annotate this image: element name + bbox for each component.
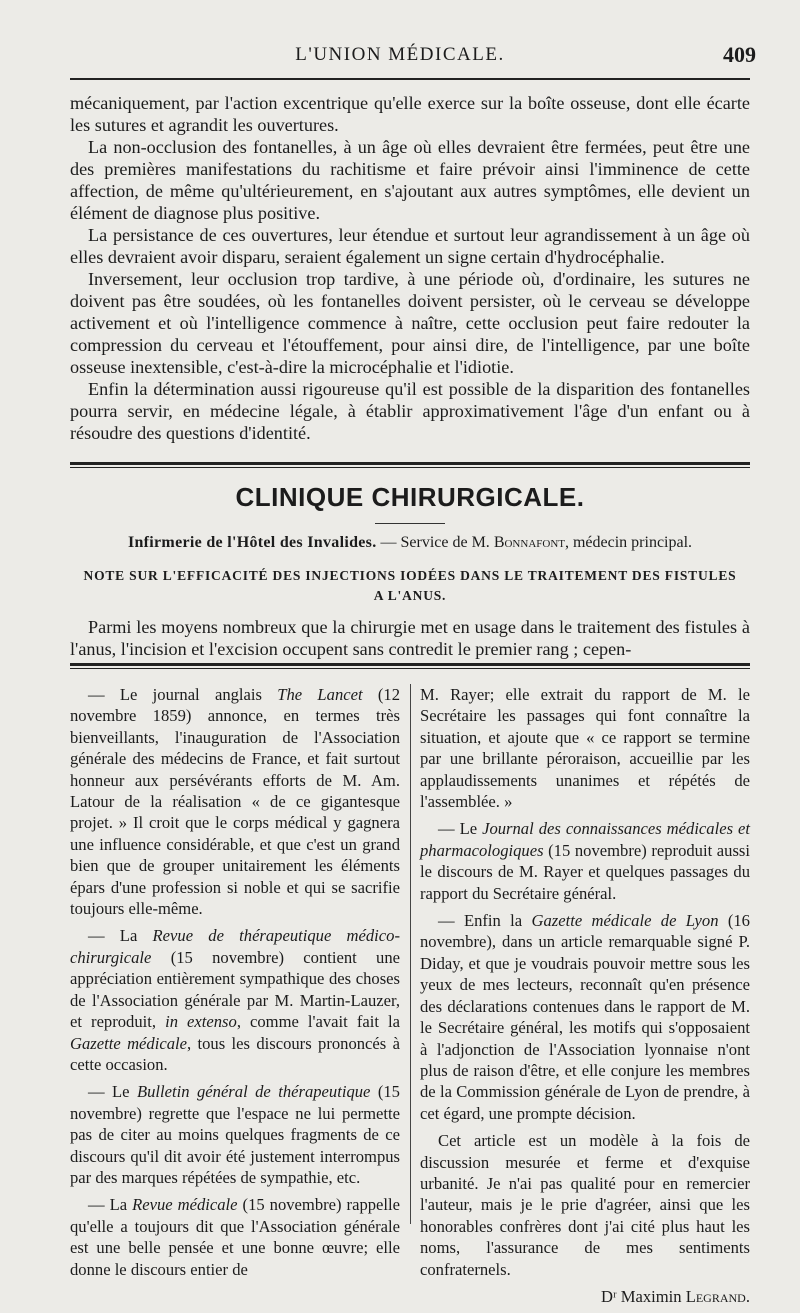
intro-paragraph: Enfin la détermination aussi rigoureuse qu'il est possible de la disparition des fontanelles pourra servir, en médecine légale, à établir approximativement l'âge d'un enfant ou à résoudre des questions d'identité. xyxy=(70,379,750,443)
section-title: CLINIQUE CHIRURGICALE. xyxy=(235,482,585,512)
institution-name: Infirmerie de l'Hôtel des Invalides. xyxy=(127,534,377,551)
news-paragraph xyxy=(420,818,750,904)
text-run: (15 novembre) reproduit aussi le discours de M. Rayer et quelques passages du rapport du Secrétaire général. xyxy=(420,840,750,903)
signature xyxy=(420,1286,750,1307)
news-paragraph xyxy=(70,1081,400,1188)
article-opening xyxy=(70,616,750,660)
text-run: (15 novembre) regrette que l'espace ne lui permette pas de citer au moins quelques fragments de ce discours qu'il dit avoir été justement interrompus par des marques répétées de sympathie, etc. xyxy=(70,1082,400,1187)
title-underline xyxy=(375,523,445,524)
note-title xyxy=(70,566,750,606)
journal-name: Revue de thérapeutique médico-chirurgicale xyxy=(70,926,400,967)
text-run: — Enfin la xyxy=(438,911,532,931)
service-line xyxy=(70,534,750,552)
section-divider xyxy=(70,462,750,468)
column-divider xyxy=(410,684,411,1224)
intro-paragraph: La persistance de ces ouvertures, leur étendue et surtout leur agrandissement à un âge où elles devraient avoir disparu, seraient également un signe certain d'hydrocéphalie. xyxy=(70,225,750,267)
intro-text xyxy=(70,92,750,444)
intro-paragraph: Inversement, leur occlusion trop tardive, à une période où, d'ordinaire, les sutures ne doivent pas être soudées, où les fontanelles doivent persister, où le cerveau se développe activement et où l'intelligence commence à naître, cette occlusion peut faire redouter la compression du cerveau et l'étouffement, pour ainsi dire, de l'intelligence, par une boîte osseuse inextensible, c'est-à-dire la microcéphalie et l'idiotie. xyxy=(70,269,750,377)
news-paragraph: Cet article est un modèle à la fois de discussion mesurée et ferme et d'exquise urbanité. Je n'ai pas qualité pour en remercier l'auteur, mais je le prie d'agréer, ainsi que les honorables confrères dont j'ai cité plus haut les noms, l'assurance de mes sentiments confraternels. xyxy=(420,1131,750,1279)
text-run: (12 novembre 1859) annonce, en termes très bienveillants, l'inauguration de l'Association générale des médecins de France, et fait surtout honneur aux persévérants efforts de M. Am. Latour de la réalisation « de ce gigantesque projet. » Il croit que le corps médical y gagnera une influence considérable, et que c'est un grand bien que de grouper unitairement les éléments épars d'une profession si noble et qui se sacrifie toujours elle-même. xyxy=(70,685,400,919)
journal-name: The Lancet xyxy=(277,685,363,704)
journal-name: Gazette médicale xyxy=(70,1033,187,1053)
journal-name: Revue médicale xyxy=(132,1195,238,1215)
right-column xyxy=(420,684,750,1313)
news-paragraph xyxy=(70,1194,400,1280)
journal-name: Journal des connaissances médicales et pharmacologiques xyxy=(420,819,750,860)
feuilleton-divider xyxy=(70,663,750,669)
article-paragraph: Parmi les moyens nombreux que la chirurgie met en usage dans le traitement des fistules à l'anus, l'incision et l'excision occupent sans contredit le premier rang ; cepen- xyxy=(70,617,750,659)
header-rule xyxy=(70,78,750,80)
doctor-name: Bonnafont xyxy=(493,534,565,551)
left-column xyxy=(70,684,400,1286)
news-paragraph xyxy=(70,684,400,919)
text-run: — La xyxy=(88,1195,133,1215)
page-number: 409 xyxy=(723,42,756,67)
service-suffix: , médecin principal. xyxy=(564,534,693,551)
note-title-line: A L'ANUS. xyxy=(373,588,447,603)
news-paragraph xyxy=(70,925,400,1075)
text-run: , tous les discours prononcés à cette occasion. xyxy=(70,1033,400,1074)
text-run: — Le xyxy=(88,1082,137,1102)
journal-name: Bulletin général de thérapeutique xyxy=(137,1082,371,1102)
news-paragraph: M. Rayer; elle extrait du rapport de M. le Secrétaire les passages qui font connaître la situation, et ajoute que « ce rapport se termine par une brillante péroraison, accueillie par les applaudissements unanimes et répétés de l'assemblée. » xyxy=(420,685,750,812)
service-prefix: — Service de M. xyxy=(376,534,494,551)
note-title-line: NOTE SUR L'EFFICACITÉ DES INJECTIONS IODÉES DANS LE TRAITEMENT DES FISTULES xyxy=(83,568,737,583)
signature-prefix: Dʳ Maximin xyxy=(600,1286,686,1306)
text-run: (15 novembre) contient une appréciation entièrement sympathique des choses de l'Association générale par M. Martin-Lauzer, et reproduit, xyxy=(70,947,400,1032)
journal-name: Gazette médicale de Lyon xyxy=(531,911,719,931)
running-header xyxy=(0,42,800,72)
signature-name: Legrand. xyxy=(685,1286,750,1306)
intro-paragraph: mécaniquement, par l'action excentrique qu'elle exerce sur la boîte osseuse, dont elle écarte les sutures et agrandit les ouvertures. xyxy=(70,93,750,135)
intro-paragraph: La non-occlusion des fontanelles, à un âge où elles devraient être fermées, peut être une des premières manifestations du rachitisme et faire prévoir ainsi l'imminence de cette affection, de même qu'ultérieurement, en s'ajoutant aux autres symptômes, elle devient un élément de diagnose plus positive. xyxy=(70,137,750,223)
text-run: (15 novembre) rappelle qu'elle a toujours dit que l'Association générale est une belle pensée et une bonne œuvre; elle donne le discours entier de xyxy=(70,1195,400,1279)
text-run: , comme l'avait fait la xyxy=(236,1012,400,1032)
news-paragraph xyxy=(420,910,750,1124)
italic-phrase: in extenso xyxy=(165,1012,237,1032)
journal-title: L'UNION MÉDICALE. xyxy=(295,44,505,65)
text-run: (16 novembre), dans un article remarquable signé P. Diday, et que je voudrais pouvoir mettre sous les yeux de mes lecteurs, reconnaît qu'en présence des déclarations contenues dans le rapport de M. le Secrétaire général, les motifs qui s'opposaient à l'adjonction de l'Association lyonnaise n'ont plus de raison d'être, et elle conjure les membres de la Commission générale de Lyon de prendre, à cet égard, une prompte décision. xyxy=(420,911,750,1123)
text-run: — Le journal anglais xyxy=(88,685,278,704)
text-run: — La xyxy=(88,926,153,946)
text-run: — Le xyxy=(438,819,483,839)
